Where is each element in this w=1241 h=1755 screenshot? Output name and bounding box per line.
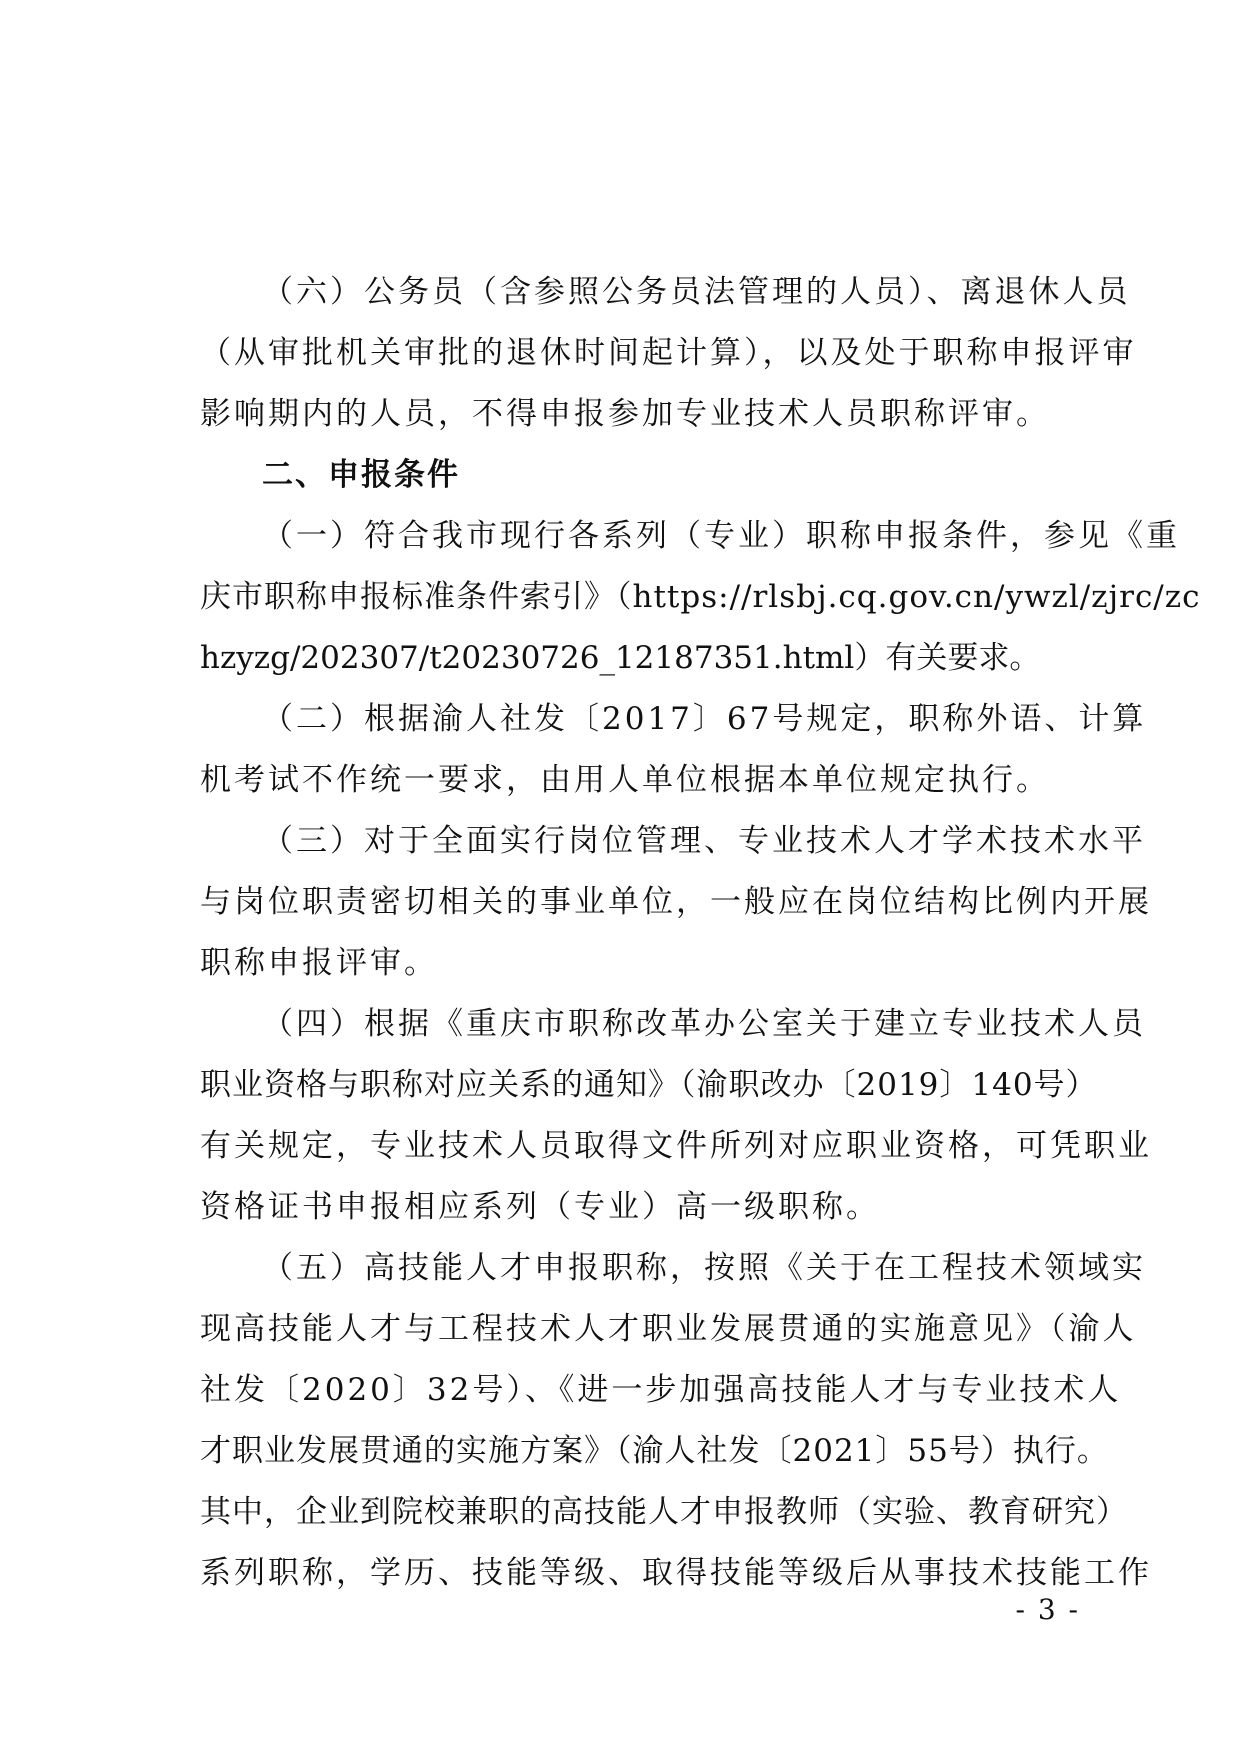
paragraph-1-line-1: （一）符合我市现行各系列（专业）职称申报条件，参见《重 [262,518,1180,554]
paragraph-2-line-2: 机考试不作统一要求，由用人单位根据本单位规定执行。 [200,762,1050,798]
paragraph-3-line-1: （三）对于全面实行岗位管理、专业技术人才学术技术水平 [262,823,1146,859]
paragraph-3-line-2: 与岗位职责密切相关的事业单位，一般应在岗位结构比例内开展 [200,884,1152,920]
paragraph-2-line-1: （二）根据渝人社发〔2017〕67号规定，职称外语、计算 [262,701,1147,737]
paragraph-4-line-1: （四）根据《重庆市职称改革办公室关于建立专业技术人员 [262,1006,1146,1042]
paragraph-6-line-2: （从审批机关审批的退休时间起计算），以及处于职称申报评审 [200,335,1137,371]
paragraph-4-line-3: 有关规定，专业技术人员取得文件所列对应职业资格，可凭职业 [200,1128,1152,1164]
paragraph-4-line-4: 资格证书申报相应系列（专业）高一级职称。 [200,1189,880,1225]
page-number: - 3 - [1015,1593,1080,1626]
paragraph-6-line-3: 影响期内的人员，不得申报参加专业技术人员职称评审。 [200,396,1050,432]
paragraph-4-line-2: 职业资格与职称对应关系的通知》（渝职改办〔2019〕140号） [200,1067,1098,1103]
paragraph-6-line-1: （六）公务员（含参照公务员法管理的人员）、离退休人员 [262,274,1131,310]
paragraph-5-line-3: 社发〔2020〕32号）、《进一步加强高技能人才与专业技术人 [200,1372,1122,1408]
paragraph-5-line-2: 现高技能人才与工程技术人才职业发展贯通的实施意见》（渝人 [200,1311,1137,1347]
paragraph-1-line-3: hzyzg/202307/t20230726_12187351.html）有关要求。 [200,640,1041,676]
section-heading: 二、申报条件 [262,457,460,493]
paragraph-5-line-5: 其中，企业到院校兼职的高技能人才申报教师（实验、教育研究） [200,1494,1128,1530]
document-body [200,262,1201,1604]
paragraph-5-line-4: 才职业发展贯通的实施方案》（渝人社发〔2021〕55号）执行。 [200,1433,1109,1469]
paragraph-5-line-6: 系列职称，学历、技能等级、取得技能等级后从事技术技能工作 [200,1555,1152,1591]
paragraph-5-line-1: （五）高技能人才申报职称，按照《关于在工程技术领域实 [262,1250,1146,1286]
paragraph-1-line-2: 庆市职称申报标准条件索引》（https://rlsbj.cq.gov.cn/ywzl/zjrc/zc [200,579,1201,615]
paragraph-3-line-3: 职称申报评审。 [200,945,438,981]
